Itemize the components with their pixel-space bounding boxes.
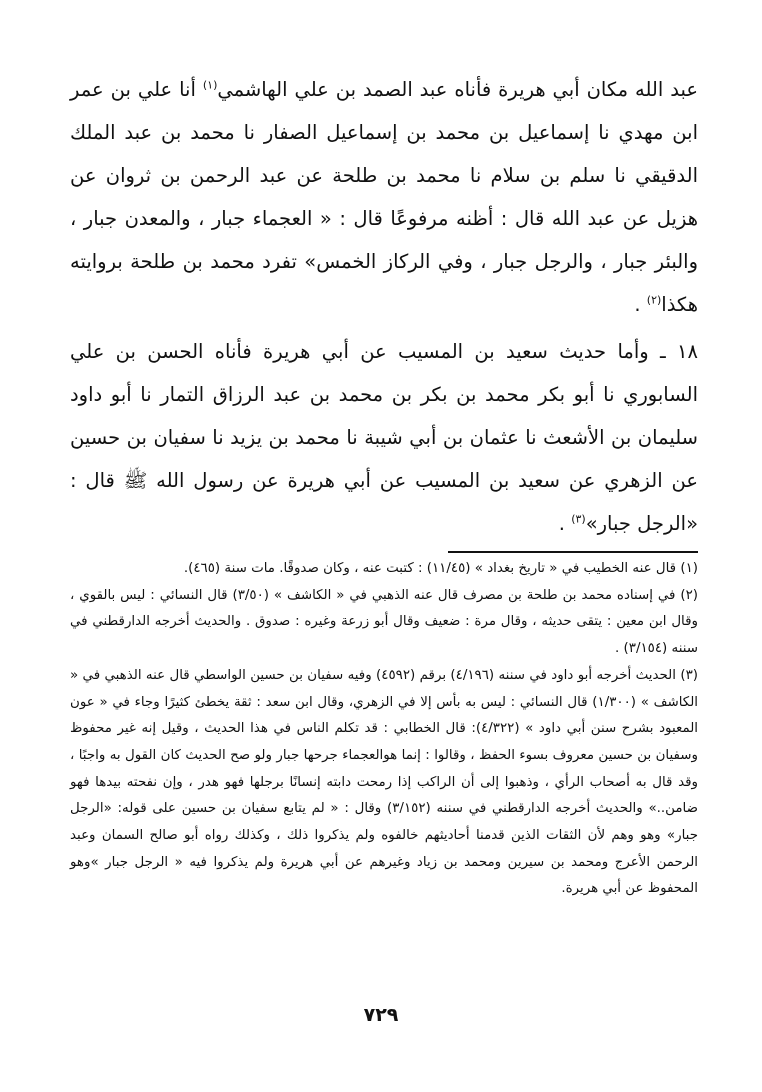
paragraph-1 [70,68,698,326]
main-text [70,68,698,545]
page-number: ٧٢٩ [363,1004,399,1026]
footnote-ref-2[interactable]: (٢) [646,293,662,307]
footnote-1: (١) قال عنه الخطيب في « تاريخ بغداد » (١١/٤٥) : كتبت عنه ، وكان صدوقًا. مات سنة (٤٦٥). [183,561,698,576]
footnote-3: (٣) الحديث أخرجه أبو داود في سننه (٤/١٩٦) برقم (٤٥٩٢) وفيه سفيان بن حسين الواسطي قال عنه الذهبي في « الكاشف » (١/٣٠٠) قال النسائي : ليس به بأس إلا في الزهري، وقال ابن سعد : ثقة يخطئ كثيرًا وجاء في « عون المعبود بشرح سنن أبي داود » (٤/٣٢٢): قال الخطابي : قد تكلم الناس في هذا الحديث ، وقيل إنه غير محفوظ وسفيان بن حسين معروف بسوء الحفظ ، وقالوا : إنما هوالعجماء جرحها جبار ولو صح الحديث كان القول به واجبًا ، وقد قال به أصحاب الرأي ، وذهبوا إلى أن الراكب إذا رمحت دابته إنسانًا برجلها فهو هدر ، وإن نفحته بيدها فهو ضامن..» والحديث أخرجه الدارقطني في سننه (٣/١٥٢) وقال : « لم يتابع سفيان بن حسين على قوله: «الرجل جبار» وهو وهم لأن الثقات الذين قدمنا أحاديثهم خالفوه ولم يذكروا ذلك ، وكذلك رواه أبو صالح السمان وعبد الرحمن الأعرج ومحمد بن سيرين ومحمد بن زياد وغيرهم عن أبي هريرة ولم يذكروا فيه « الرجل جبار »وهو المحفوظ عن أبي هريرة. [70,667,699,897]
paragraph-18 [70,330,698,545]
footnotes [70,556,698,903]
footnote-2: (٢) في إسناده محمد بن طلحة بن مصرف قال عنه الذهبي في « الكاشف » (٣/٥٠) قال النسائي : ليس بالقوي ، وقال ابن معين : يتقى حديثه ، وقال مرة : ضعيف وقال أبو زرعة وغيره : صدوق . والحديث أخرجه الدارقطني في سننه (٣/١٥٤) . [70,587,698,657]
paragraph-1-text-b: أنا علي بن عمر ابن مهدي نا إسماعيل بن محمد بن إسماعيل الصفار نا محمد بن عبد الملك الدقيقي نا سلم بن سلام نا محمد بن طلحة عن عبد الرحمن بن ثروان عن هزيل عن عبد الله قال : أظنه مرفوعًا قال : « العجماء جبار ، والمعدن جبار ، والبئر جبار ، والرجل جبار ، وفي الركاز الخمس» تفرد محمد بن طلحة بروايته هكذا [70,78,698,316]
paragraph-18-end: . [558,512,572,535]
footnote-ref-1[interactable]: (١) [202,78,218,92]
footnote-ref-3[interactable]: (٣) [571,512,586,526]
paragraph-1-end: . [634,293,647,316]
paragraph-1-text-a: عبد الله مكان أبي هريرة فأناه عبد الصمد بن علي الهاشمي [217,78,698,101]
footnote-separator [448,551,698,553]
paragraph-18-text: ١٨ ـ وأما حديث سعيد بن المسيب عن أبي هريرة فأناه الحسن بن علي السابوري نا أبو بكر محمد بن بكر بن محمد بن عبد الرزاق التمار نا أبو داود سليمان بن الأشعث نا عثمان بن أبي شيبة نا محمد بن يزيد نا سفيان بن حسين عن الزهري عن سعيد بن المسيب عن أبي هريرة عن رسول الله ﷺ قال : «الرجل جبار» [70,340,698,535]
